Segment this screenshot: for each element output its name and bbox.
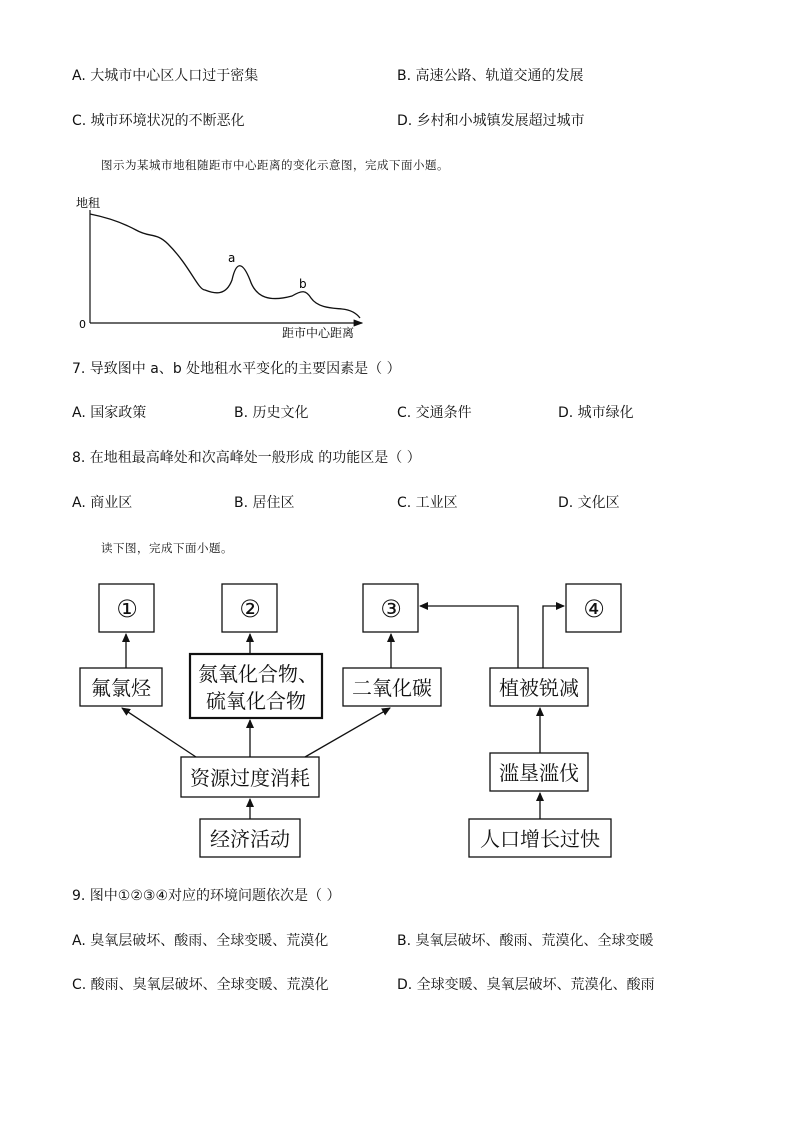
co2-label: 二氧化碳 <box>352 676 432 700</box>
problem-4-label: ④ <box>583 595 605 623</box>
q6-option-b: B. 高速公路、轨道交通的发展 <box>397 68 584 84</box>
y-axis-label: 地租 <box>76 196 101 210</box>
problem-1-label: ① <box>116 595 138 623</box>
q7-option-c: C. 交通条件 <box>397 405 472 421</box>
q6-option-d: D. 乡村和小城镇发展超过城市 <box>397 113 585 129</box>
problem-2-label: ② <box>239 595 261 623</box>
environment-flow-diagram <box>0 570 794 870</box>
vegetation-loss-label: 植被锐减 <box>499 676 579 700</box>
q8-option-b: B. 居住区 <box>234 495 295 511</box>
q7-option-d: D. 城市绿化 <box>558 405 634 421</box>
q6-option-a: A. 大城市中心区人口过于密集 <box>72 68 259 84</box>
rent-curve <box>90 214 360 318</box>
q9-stem: 9. 图中①②③④对应的环境问题依次是（ ） <box>72 888 341 904</box>
overcultivation-label: 滥垦滥伐 <box>499 761 579 785</box>
nox-label-line2: 硫氧化合物 <box>206 689 306 713</box>
q9-option-a: A. 臭氧层破坏、酸雨、全球变暖、荒漠化 <box>72 933 329 949</box>
origin-label: 0 <box>79 318 86 331</box>
q9-option-b: B. 臭氧层破坏、酸雨、荒漠化、全球变暖 <box>397 933 654 949</box>
q9-option-d: D. 全球变暖、臭氧层破坏、荒漠化、酸雨 <box>397 977 655 993</box>
economic-activity-label: 经济活动 <box>210 827 290 851</box>
nox-label-line1: 氮氧化合物、 <box>198 662 318 686</box>
q8-stem: 8. 在地租最高峰处和次高峰处一般形成 的功能区是（ ） <box>72 450 421 466</box>
intro-flow-diagram: 读下图，完成下面小题。 <box>101 541 233 555</box>
population-growth-label: 人口增长过快 <box>480 827 600 851</box>
intro-rent-chart: 图示为某城市地租随距市中心距离的变化示意图，完成下面小题。 <box>101 158 449 172</box>
freon-label: 氟氯烃 <box>91 676 151 700</box>
q8-option-a: A. 商业区 <box>72 495 133 511</box>
q7-option-b: B. 历史文化 <box>234 405 309 421</box>
rent-chart <box>70 192 370 342</box>
q6-option-c: C. 城市环境状况的不断恶化 <box>72 113 245 129</box>
resource-overuse-label: 资源过度消耗 <box>190 766 310 790</box>
x-axis-label: 距市中心距离 <box>282 326 355 340</box>
problem-3-label: ③ <box>380 595 402 623</box>
q8-option-d: D. 文化区 <box>558 495 620 511</box>
peak-a-label: a <box>228 251 236 265</box>
q9-option-c: C. 酸雨、臭氧层破坏、全球变暖、荒漠化 <box>72 977 329 993</box>
peak-b-label: b <box>299 277 307 291</box>
q7-option-a: A. 国家政策 <box>72 405 147 421</box>
q7-stem: 7. 导致图中 a、b 处地租水平变化的主要因素是（ ） <box>72 361 401 377</box>
q8-option-c: C. 工业区 <box>397 495 458 511</box>
